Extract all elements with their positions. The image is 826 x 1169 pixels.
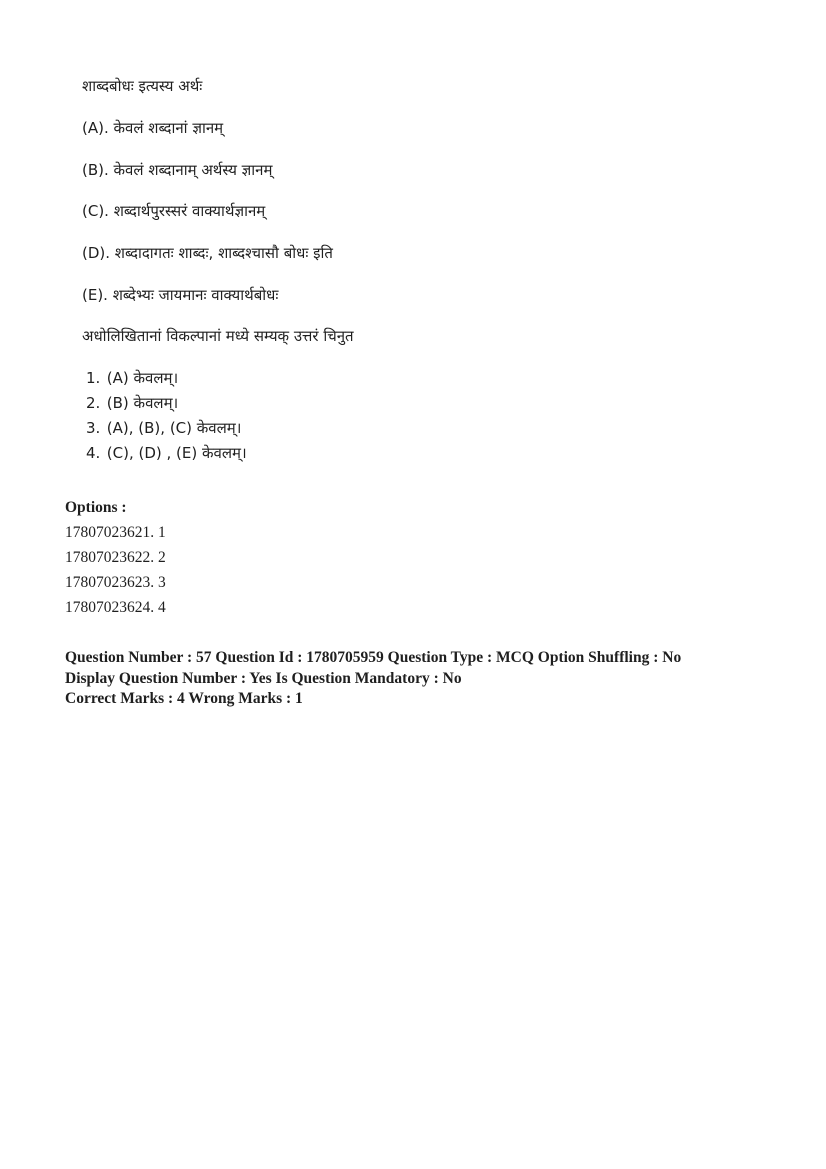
statement-c: (C). शब्दार्थपुरस्सरं वाक्यार्थज्ञानम् <box>82 202 266 220</box>
question-stem: शाब्दबोधः इत्यस्य अर्थः <box>82 77 203 95</box>
statement-b: (B). केवलं शब्दानाम् अर्थस्य ज्ञानम् <box>82 161 273 179</box>
options-block <box>65 496 166 620</box>
statement-a: (A). केवलं शब्दानां ज्ञानम् <box>82 119 224 137</box>
answer-choice <box>86 441 247 466</box>
choice-text: (B) केवलम्। <box>106 394 179 412</box>
options-title: Options : <box>65 499 127 516</box>
choice-text: (A) केवलम्। <box>106 369 179 387</box>
question-instruction: अधोलिखितानां विकल्पानां मध्ये सम्यक् उत्तरं चिनुत <box>82 327 354 345</box>
answer-choice <box>86 366 247 391</box>
choice-text: (A), (B), (C) केवलम्। <box>106 419 242 437</box>
choice-number: 4. <box>86 444 101 462</box>
statement-d: (D). शब्दादागतः शाब्दः, शाब्दश्चासौ बोधः इति <box>82 244 333 262</box>
option-row: 17807023623. 3 <box>65 574 166 591</box>
option-row: 17807023621. 1 <box>65 524 166 541</box>
statement-e: (E). शब्देभ्यः जायमानः वाक्यार्थबोधः <box>82 286 279 304</box>
option-row: 17807023624. 4 <box>65 599 166 616</box>
option-row: 17807023622. 2 <box>65 549 166 566</box>
choice-text: (C), (D) , (E) केवलम्। <box>106 444 247 462</box>
answer-choice <box>86 416 247 441</box>
choice-number: 2. <box>86 394 101 412</box>
metadata-line-marks: Correct Marks : 4 Wrong Marks : 1 <box>65 690 303 707</box>
metadata-line-question-info: Question Number : 57 Question Id : 1780705959 Question Type : MCQ Option Shuffling : No <box>65 649 682 666</box>
question-metadata <box>65 648 785 710</box>
metadata-line-display-info: Display Question Number : Yes Is Question Mandatory : No <box>65 669 462 687</box>
answer-choice <box>86 391 247 416</box>
answer-choices-list <box>86 366 247 466</box>
choice-number: 3. <box>86 419 101 437</box>
choice-number: 1. <box>86 369 101 387</box>
